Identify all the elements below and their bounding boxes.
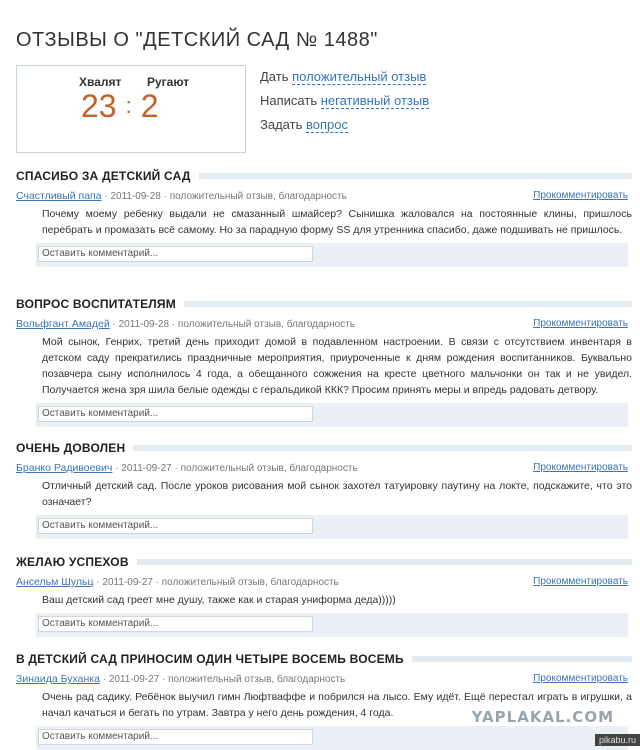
comment-box xyxy=(36,403,628,427)
review-info: · 2011-09-27 · положительный отзыв, благодарность xyxy=(99,674,346,685)
watermark: YAPLAKAL.COM xyxy=(471,708,614,726)
review-actions xyxy=(260,68,429,140)
score-separator: : xyxy=(125,93,132,118)
comment-input[interactable]: Оставить комментарий... xyxy=(38,729,313,745)
review-info: · 2011-09-27 · положительный отзыв, благодарность xyxy=(112,463,358,474)
negative-review-link[interactable]: негативный отзыв xyxy=(320,93,430,108)
review-title: ЖЕЛАЮ УСПЕХОВ xyxy=(16,555,129,569)
scold-count: 2 xyxy=(140,88,159,124)
comment-link[interactable]: Прокомментировать xyxy=(533,576,628,587)
review-text: Почему моему ребенку выдали не смазанный шмайсер? Сынишка жаловался на постоянные клины, пришлось перебрать и промазать всё самому. Но за парадную форму SS для утренника спасибо, даже подшивать не пришлось. xyxy=(42,208,632,236)
review-text: Отличный детский сад. После уроков рисования мой сынок захотел татуировку паутину на локте, подскажите, что это означает? xyxy=(42,480,632,508)
review-text: Очень рад садику. Ребёнок выучил гимн Люфтваффе и побрился на лысо. Ему идёт. Ещё перестал играть в игрушки, а начал качаться и бегать по утрам. Завтра у него день рождения, 4 года. xyxy=(42,691,632,719)
comment-box xyxy=(36,243,628,267)
action-prefix: Дать xyxy=(260,69,293,84)
review-item xyxy=(16,554,632,637)
author-link[interactable]: Счастливый папа xyxy=(16,190,102,202)
action-prefix: Задать xyxy=(260,117,306,132)
title-divider xyxy=(137,559,632,565)
comment-input[interactable]: Оставить комментарий... xyxy=(38,406,313,422)
review-title: СПАСИБО ЗА ДЕТСКИЙ САД xyxy=(16,169,191,183)
comment-link[interactable]: Прокомментировать xyxy=(533,318,628,329)
review-title: ОЧЕНЬ ДОВОЛЕН xyxy=(16,441,126,455)
score-numbers xyxy=(81,88,159,125)
review-info: · 2011-09-28 · положительный отзыв, благодарность xyxy=(109,319,355,330)
score-box xyxy=(16,65,246,153)
review-item xyxy=(16,168,632,267)
author-link[interactable]: Зинаида Буханка xyxy=(16,673,100,685)
author-link[interactable]: Вольфгант Амадей xyxy=(16,318,110,330)
scold-label: Ругают xyxy=(147,75,190,89)
action-question xyxy=(260,116,429,140)
review-meta xyxy=(16,190,632,206)
review-info: · 2011-09-27 · положительный отзыв, благодарность xyxy=(93,577,339,588)
comment-input[interactable]: Оставить комментарий... xyxy=(38,616,313,632)
score-labels xyxy=(79,75,189,89)
review-meta xyxy=(16,462,632,478)
title-divider xyxy=(133,445,632,451)
comment-link[interactable]: Прокомментировать xyxy=(533,673,628,684)
title-divider xyxy=(199,173,632,179)
comment-link[interactable]: Прокомментировать xyxy=(533,190,628,201)
page-title: ОТЗЫВЫ О "ДЕТСКИЙ САД № 1488" xyxy=(16,29,378,51)
comment-box xyxy=(36,515,628,539)
action-prefix: Написать xyxy=(260,93,321,108)
comment-box xyxy=(36,726,628,750)
review-title: В ДЕТСКИЙ САД ПРИНОСИМ ОДИН ЧЕТЫРЕ ВОСЕМЬ ВОСЕМЬ xyxy=(16,652,404,666)
review-meta xyxy=(16,576,632,592)
review-item xyxy=(16,440,632,539)
review-meta xyxy=(16,673,632,689)
review-title: ВОПРОС ВОСПИТАТЕЛЯМ xyxy=(16,297,176,311)
review-meta xyxy=(16,318,632,334)
comment-link[interactable]: Прокомментировать xyxy=(533,462,628,473)
action-positive xyxy=(260,68,429,92)
action-negative xyxy=(260,92,429,116)
author-link[interactable]: Бранко Радивоевич xyxy=(16,462,113,474)
review-item xyxy=(16,296,632,427)
title-divider xyxy=(412,656,632,662)
title-divider xyxy=(184,301,632,307)
review-info: · 2011-09-28 · положительный отзыв, благодарность xyxy=(101,191,347,202)
comment-input[interactable]: Оставить комментарий... xyxy=(38,246,313,262)
positive-review-link[interactable]: положительный отзыв xyxy=(292,69,427,84)
praise-label: Хвалят xyxy=(79,75,122,89)
review-text: Мой сынок, Генрих, третий день приходит домой в подавленном настроении. В связи с отсутствием инвентаря в детском саду прекратились праздничные мероприятия, приуроченные к дням рождения воспитанников. Буквально позавчера сыну исполнилось 4 года, а обещанного сожжения на кресте цветного мальчонки он так и не увидел. Получается жена зря шила белые одежды с геральдикой ККК? Просим принять меры и впредь радовать детвору. xyxy=(42,336,632,396)
review-text: Ваш детский сад греет мне душу, также как и старая униформа деда))))) xyxy=(42,594,396,606)
question-link[interactable]: вопрос xyxy=(305,117,348,132)
praise-count: 23 xyxy=(81,88,117,124)
corner-badge: pikabu.ru xyxy=(595,734,640,746)
review-item xyxy=(16,651,632,750)
comment-box xyxy=(36,613,628,637)
comment-input[interactable]: Оставить комментарий... xyxy=(38,518,313,534)
author-link[interactable]: Ансельм Шульц xyxy=(16,576,94,588)
